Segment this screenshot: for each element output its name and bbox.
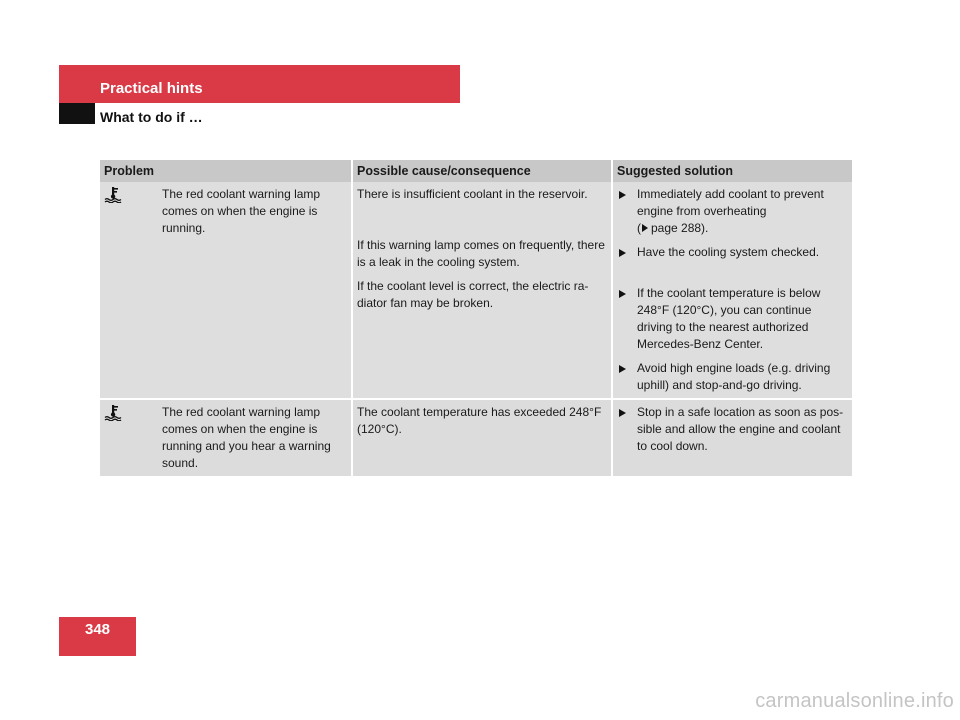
problem-description: The red coolant warning lamp comes on when the engine is running. [162, 187, 321, 235]
problem-cell [100, 182, 352, 399]
page-reference-text: page 288). [651, 221, 709, 235]
cause-text: If this warning lamp comes on frequently, there is a leak in the cooling system. [357, 238, 605, 269]
solution-text: Immediately add coolant to prevent engine from overheating [637, 187, 824, 218]
cause-text: If the coolant level is correct, the electric ra-diator fan may be broken. [357, 279, 589, 310]
cause-cell [352, 399, 612, 476]
bullet-arrow-icon [619, 249, 626, 257]
page-number: 348 [84, 621, 111, 638]
column-header-solution: Suggested solution [612, 160, 852, 182]
solution-text: Avoid high engine loads (e.g. driving uphill) and stop-and-go driving. [637, 361, 831, 392]
watermark: carmanualsonline.info [755, 690, 954, 712]
table-row [100, 182, 852, 399]
column-header-problem: Problem [100, 160, 352, 182]
bullet-arrow-icon [619, 191, 626, 199]
cause-text: The coolant temperature has exceeded 248°F (120°C). [357, 405, 602, 436]
problem-cell [100, 399, 352, 476]
solution-item [617, 360, 848, 394]
solution-text: Stop in a safe location as soon as pos-sible and allow the engine and coolant to cool down. [637, 405, 844, 453]
solution-item [617, 244, 848, 285]
section-subtitle: What to do if … [100, 109, 203, 125]
header-tab-marker [59, 103, 95, 124]
hints-table [100, 160, 852, 476]
solution-item [617, 186, 848, 244]
coolant-warning-lamp-icon [104, 404, 162, 472]
solution-cell [612, 182, 852, 399]
table-header-row [100, 160, 852, 182]
table-row [100, 399, 852, 476]
bullet-arrow-icon [619, 365, 626, 373]
solution-item [617, 285, 848, 360]
cause-text: There is insufficient coolant in the reservoir. [357, 187, 588, 201]
bullet-arrow-icon [619, 290, 626, 298]
coolant-warning-lamp-icon [104, 186, 162, 237]
solution-text: If the coolant temperature is below 248°F (120°C), you can continue driving to the nearest authorized Mercedes-Benz Center. [637, 286, 821, 351]
page-ref-arrow-icon [642, 224, 648, 232]
problem-description: The red coolant warning lamp comes on when the engine is running and you hear a warning sound. [162, 405, 331, 470]
bullet-arrow-icon [619, 409, 626, 417]
section-title: Practical hints [100, 80, 203, 97]
solution-item [617, 404, 848, 455]
column-header-cause: Possible cause/consequence [352, 160, 612, 182]
cause-cell [352, 182, 612, 399]
solution-cell [612, 399, 852, 476]
page-reference: ( page 288). [637, 221, 709, 235]
solution-text: Have the cooling system checked. [637, 245, 820, 259]
